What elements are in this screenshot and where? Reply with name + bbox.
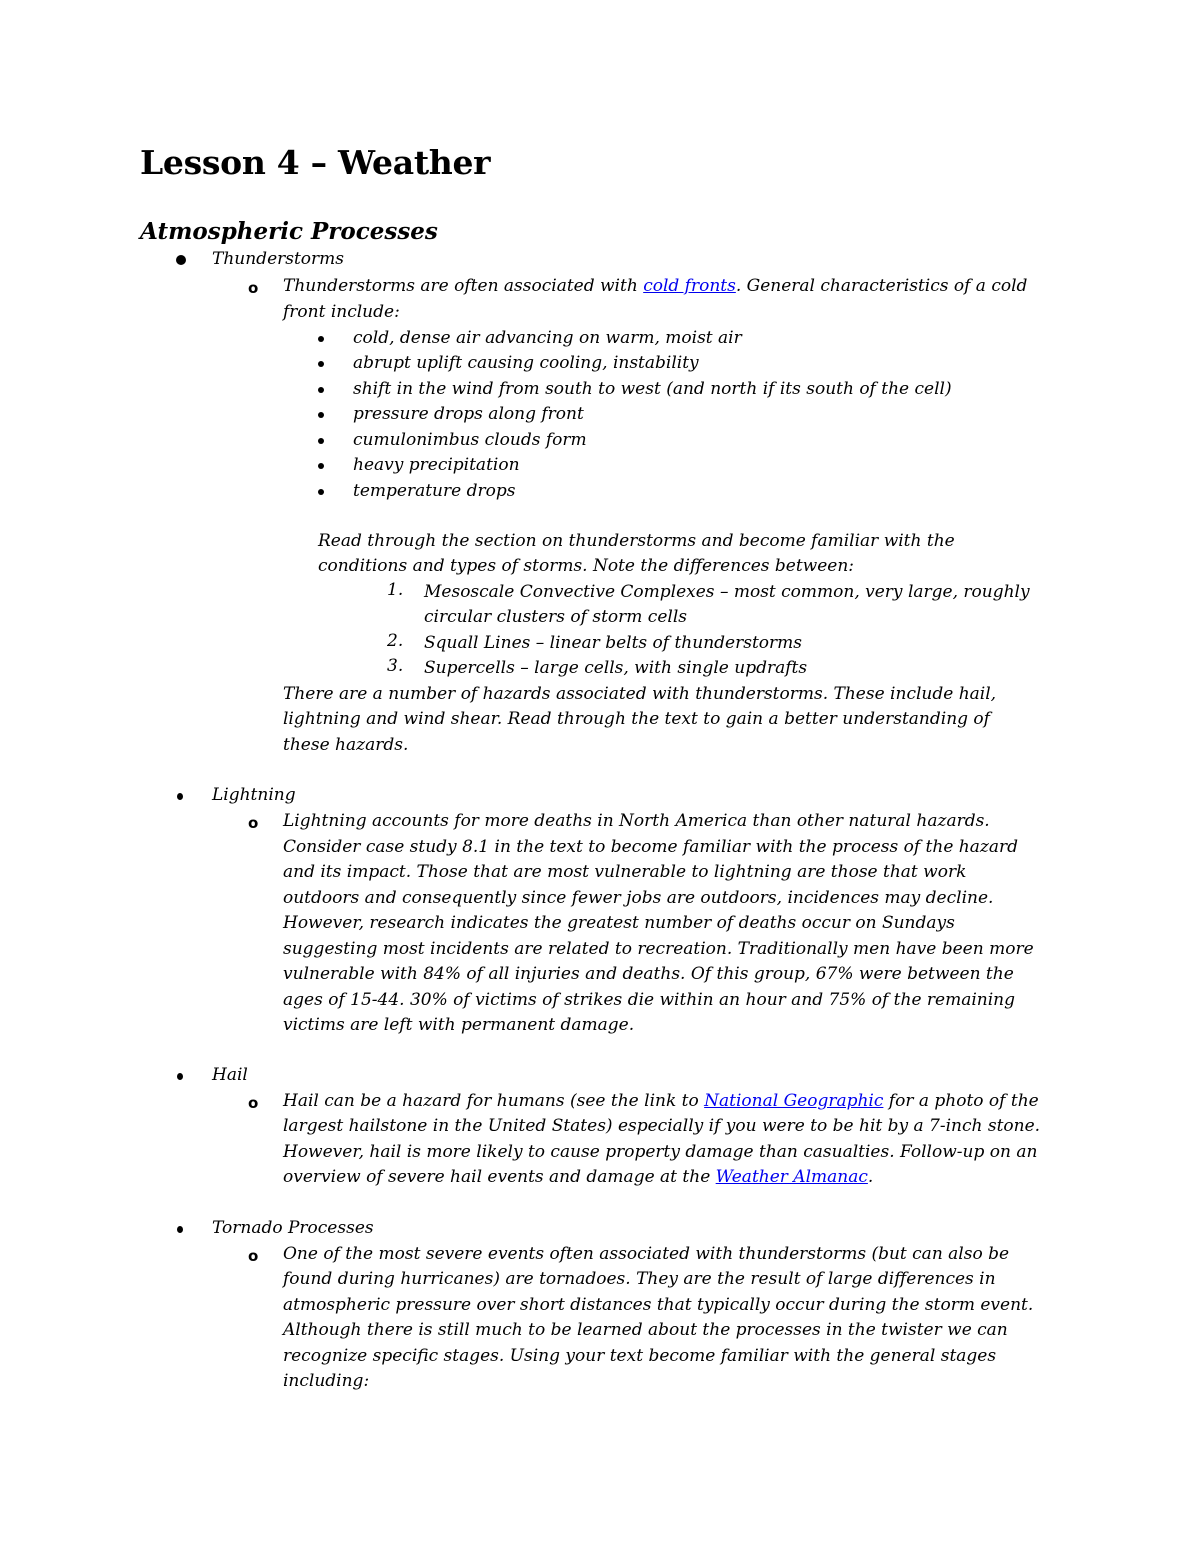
intro-line: Thunderstorms are often associated with cold fronts. General characteristics of a cold [283, 276, 1028, 296]
national-geographic-link[interactable]: National Geographic [704, 1091, 884, 1111]
paragraph-line: ages of 15-44. 30% of victims of strikes die within an hour and 75% of the remaining [283, 990, 1016, 1010]
list-number: 2. [387, 631, 404, 651]
bullet-icon [177, 1073, 183, 1080]
paragraph-line: including: [283, 1371, 370, 1391]
paragraph-line: these hazards. [283, 735, 409, 755]
sub-bullet-icon: o [248, 1094, 259, 1112]
sub-bullet-icon: o [248, 814, 259, 832]
bullet-icon [318, 489, 324, 495]
list-item: cold, dense air advancing on warm, moist air [353, 328, 742, 348]
section-heading: Atmospheric Processes [140, 218, 438, 245]
bullet-icon [318, 438, 324, 444]
paragraph-line: Consider case study 8.1 in the text to become familiar with the process of the hazard [283, 837, 1018, 857]
bullet-icon [318, 361, 324, 367]
topic-heading: Hail [212, 1065, 248, 1085]
storm-type-item: Squall Lines – linear belts of thunderstorms [424, 633, 802, 653]
topic-heading: Thunderstorms [212, 249, 345, 269]
bullet-icon [176, 255, 186, 265]
intro-line: front include: [283, 302, 400, 322]
paragraph-line: largest hailstone in the United States) especially if you were to be hit by a 7-inch stone. [283, 1116, 1041, 1136]
storm-type-item: Supercells – large cells, with single updrafts [424, 658, 808, 678]
paragraph-line: conditions and types of storms. Note the differences between: [318, 556, 855, 576]
page-title: Lesson 4 – Weather [140, 143, 491, 182]
sub-bullet-icon: o [248, 279, 259, 297]
weather-almanac-link[interactable]: Weather Almanac [715, 1167, 868, 1187]
storm-type-item: circular clusters of storm cells [424, 607, 687, 627]
paragraph-line: suggesting most incidents are related to recreation. Traditionally men have been more [283, 939, 1034, 959]
list-item: shift in the wind from south to west (and north if its south of the cell) [353, 379, 952, 399]
cold-fronts-link[interactable]: cold fronts [643, 276, 736, 296]
paragraph-line: Read through the section on thunderstorms and become familiar with the [318, 531, 955, 551]
paragraph-line: recognize specific stages. Using your text become familiar with the general stages [283, 1346, 997, 1366]
paragraph-line: lightning and wind shear. Read through the text to gain a better understanding of [283, 709, 990, 729]
bullet-icon [318, 463, 324, 469]
paragraph-line: overview of severe hail events and damage at the Weather Almanac. [283, 1167, 874, 1187]
list-item: abrupt uplift causing cooling, instability [353, 353, 699, 373]
paragraph-line: victims are left with permanent damage. [283, 1015, 635, 1035]
bullet-icon [318, 336, 324, 342]
bullet-icon [177, 793, 183, 800]
bullet-icon [177, 1226, 183, 1233]
list-item: cumulonimbus clouds form [353, 430, 587, 450]
paragraph-line: Hail can be a hazard for humans (see the link to National Geographic for a photo of the [283, 1091, 1039, 1111]
sub-bullet-icon: o [248, 1247, 259, 1265]
paragraph-line: There are a number of hazards associated with thunderstorms. These include hail, [283, 684, 997, 704]
bullet-icon [318, 387, 324, 393]
paragraph-line: atmospheric pressure over short distances that typically occur during the storm event. [283, 1295, 1034, 1315]
list-item: heavy precipitation [353, 455, 520, 475]
list-number: 1. [387, 580, 404, 600]
paragraph-line: found during hurricanes) are tornadoes. They are the result of large differences in [283, 1269, 996, 1289]
paragraph-line: Lightning accounts for more deaths in North America than other natural hazards. [283, 811, 990, 831]
paragraph-line: outdoors and consequently since fewer jobs are outdoors, incidences may decline. [283, 888, 994, 908]
paragraph-line: However, research indicates the greatest number of deaths occur on Sundays [283, 913, 955, 933]
bullet-icon [318, 412, 324, 418]
paragraph-line: vulnerable with 84% of all injuries and deaths. Of this group, 67% were between the [283, 964, 1014, 984]
paragraph-line: One of the most severe events often associated with thunderstorms (but can also be [283, 1244, 1010, 1264]
list-number: 3. [387, 656, 404, 676]
list-item: temperature drops [353, 481, 516, 501]
paragraph-line: Although there is still much to be learned about the processes in the twister we can [283, 1320, 1008, 1340]
storm-type-item: Mesoscale Convective Complexes – most common, very large, roughly [424, 582, 1030, 602]
paragraph-line: and its impact. Those that are most vulnerable to lightning are those that work [283, 862, 967, 882]
list-item: pressure drops along front [353, 404, 584, 424]
paragraph-line: However, hail is more likely to cause property damage than casualties. Follow-up on an [283, 1142, 1038, 1162]
topic-heading: Lightning [212, 785, 296, 805]
topic-heading: Tornado Processes [212, 1218, 374, 1238]
